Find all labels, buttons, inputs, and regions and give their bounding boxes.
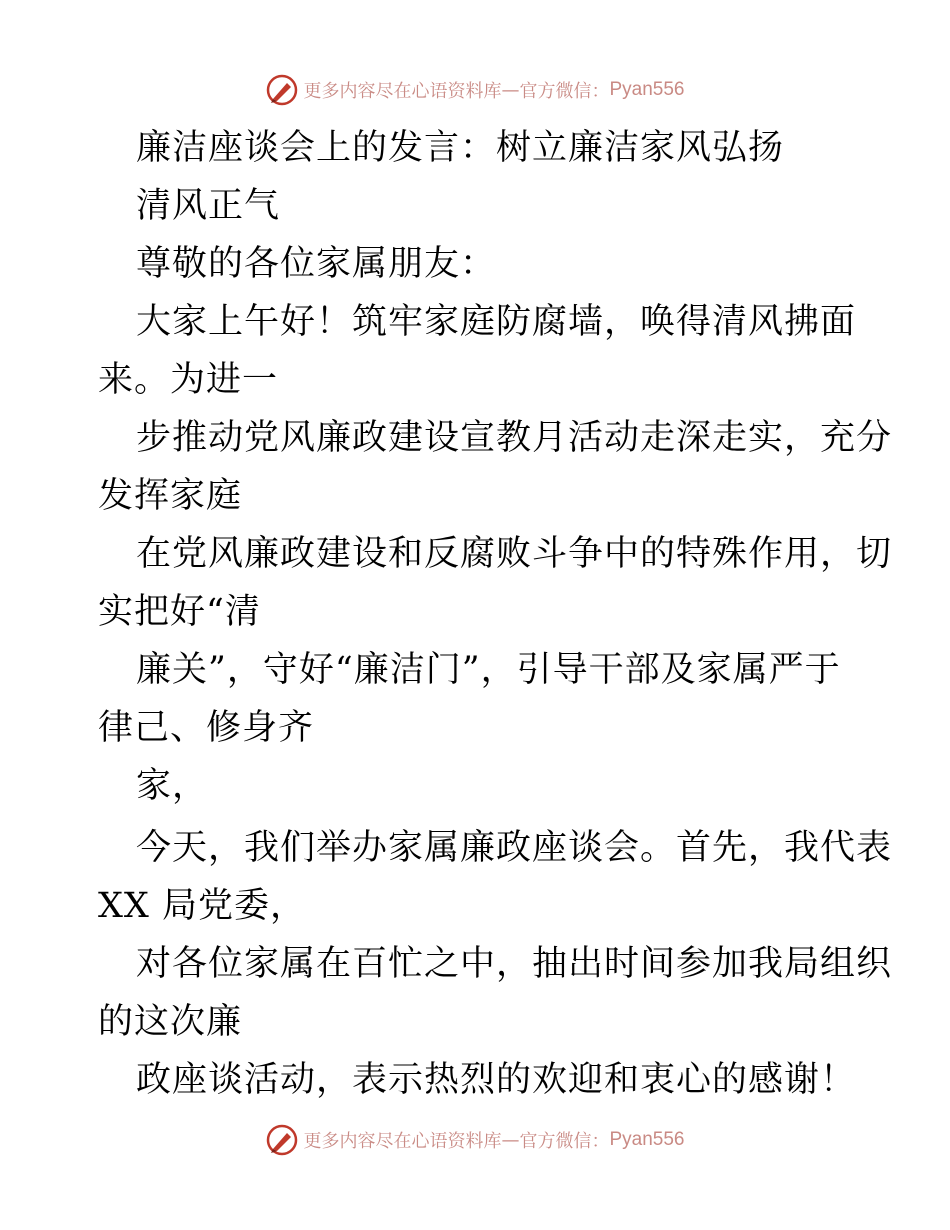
watermark-label: 官方微信： (519, 81, 610, 102)
watermark-dash: — (501, 79, 520, 101)
watermark-text: 更多内容尽在心语资料库 (303, 1131, 502, 1152)
watermark-handle: Pyan556 (609, 79, 685, 100)
watermark-dash: — (501, 1129, 520, 1151)
doc-title-line-1: 廉洁座谈会上的发言：树立廉洁家风弘扬 (136, 128, 785, 168)
doc-salutation: 尊敬的各位家属朋友： (136, 244, 497, 284)
doc-line: 政座谈活动，表示热烈的欢迎和衷心的感谢！ (136, 1060, 857, 1100)
doc-line: 廉关”，守好“廉洁门”，引导干部及家属严于 (136, 650, 841, 690)
doc-line: 今天，我们举办家属廉政座谈会。首先，我代表 (136, 828, 893, 868)
doc-line: 发挥家庭 (98, 476, 243, 516)
doc-line: XX 局党委， (98, 886, 306, 926)
doc-line: 律己、修身齐 (98, 708, 315, 748)
doc-line: 在党风廉政建设和反腐败斗争中的特殊作用，切 (136, 534, 893, 574)
footer-watermark (0, 1120, 950, 1160)
doc-line: 来。为进一 (98, 360, 279, 400)
watermark-label: 官方微信： (519, 1131, 610, 1152)
doc-line: 步推动党风廉政建设宣教月活动走深走实，充分 (136, 418, 893, 458)
doc-line: 大家上午好！筑牢家庭防腐墙，唤得清风拂面 (136, 302, 857, 342)
doc-line: 对各位家属在百忙之中，抽出时间参加我局组织 (136, 944, 893, 984)
doc-title-line-2: 清风正气 (136, 186, 281, 226)
watermark-handle: Pyan556 (609, 1129, 685, 1150)
doc-line: 家， (136, 766, 209, 806)
doc-line: 实把好“清 (98, 592, 261, 632)
doc-line: 的这次廉 (98, 1002, 243, 1042)
pen-logo-icon (265, 1123, 299, 1157)
watermark-text: 更多内容尽在心语资料库 (303, 81, 502, 102)
